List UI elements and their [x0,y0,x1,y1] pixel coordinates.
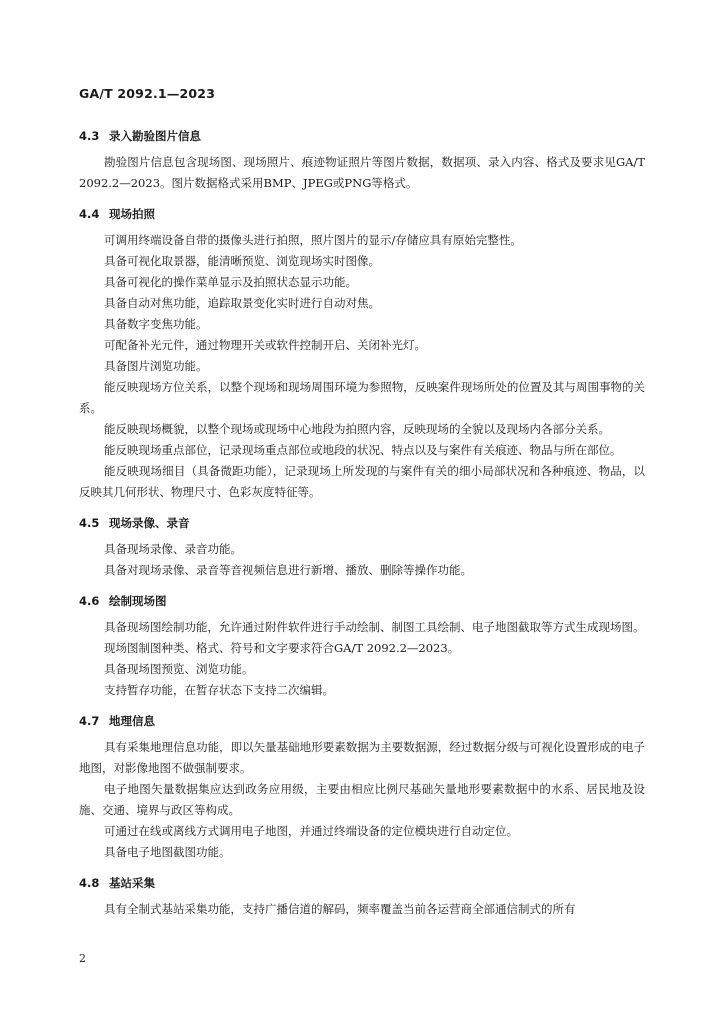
section-heading [79,713,645,729]
section-heading [79,206,645,222]
paragraph: 具备可视化的操作菜单显示及拍照状态显示功能。 [104,275,357,289]
paragraph: 能反映现场概貌，以整个现场或现场中心地段为拍照内容，反映现场的全貌以及现场内各部分关系。 [104,422,610,436]
section-heading [79,875,645,891]
section-body [79,539,645,581]
section-body [79,617,645,701]
section-heading [79,515,645,531]
paragraph: 具备现场图绘制功能，允许通过附件软件进行手动绘制、制图工具绘制、电子地图截取等方式生成现场图。 [104,620,645,634]
section-body [79,152,645,194]
paragraph: 能反映现场重点部位，记录现场重点部位或地段的状况、特点以及与案件有关痕迹、物品与所在部位。 [104,443,622,457]
section-heading [79,128,645,144]
paragraph: 勘验图片信息包含现场图、现场照片、痕迹物证照片等图片数据，数据项、录入内容、格式及要求见GA/T 2092.2—2023。图片数据格式采用BMP、JPEG或PNG等格式。 [79,155,645,190]
paragraph: 具有采集地理信息功能，即以矢量基础地形要素数据为主要数据源，经过数据分级与可视化设置形成的电子地图，对影像地图不做强制要求。 [79,740,645,775]
section-title-text: 录入勘验图片信息 [109,129,201,143]
section-title-text: 现场拍照 [109,207,155,221]
section-4-6 [79,593,645,701]
page-number: 2 [79,952,86,965]
section-number: 4.4 [79,207,100,221]
section-4-7 [79,713,645,863]
section-number: 4.8 [79,876,100,890]
paragraph: 具备可视化取景器，能清晰预览、浏览现场实时图像。 [104,254,380,268]
paragraph: 可调用终端设备自带的摄像头进行拍照，照片图片的显示/存储应具有原始完整性。 [104,233,522,247]
paragraph: 现场图制图种类、格式、符号和文字要求符合GA/T 2092.2—2023。 [104,641,460,655]
paragraph: 可通过在线或离线方式调用电子地图，并通过终端设备的定位模块进行自动定位。 [104,824,518,838]
paragraph: 支持暂存功能，在暂存状态下支持二次编辑。 [104,683,334,697]
section-body [79,899,645,920]
section-4-4 [79,206,645,503]
section-title-text: 绘制现场图 [109,594,167,608]
paragraph: 具备现场图预览、浏览功能。 [104,662,254,676]
section-body [79,230,645,503]
paragraph: 能反映现场方位关系，以整个现场和现场周围环境为参照物，反映案件现场所处的位置及其与周围事物的关系。 [79,380,645,415]
paragraph: 电子地图矢量数据集应达到政务应用级，主要由相应比例尺基础矢量地形要素数据中的水系、居民地及设施、交通、境界与政区等构成。 [79,782,645,817]
document-body [79,128,645,932]
paragraph: 具备自动对焦功能，追踪取景变化实时进行自动对焦。 [104,296,380,310]
paragraph: 具备现场录像、录音功能。 [104,542,242,556]
paragraph: 可配备补光元件，通过物理开关或软件控制开启、关闭补光灯。 [104,338,426,352]
section-4-3 [79,128,645,194]
paragraph: 具有全制式基站采集功能，支持广播信道的解码，频率覆盖当前各运营商全部通信制式的所有 [104,902,576,916]
section-title-text: 现场录像、录音 [109,516,190,530]
paragraph: 具备对现场录像、录音等音视频信息进行新增、播放、删除等操作功能。 [104,563,472,577]
section-4-5 [79,515,645,581]
section-number: 4.3 [79,129,100,143]
section-4-8 [79,875,645,920]
section-number: 4.6 [79,594,100,608]
section-number: 4.7 [79,714,100,728]
section-body [79,737,645,863]
section-heading [79,593,645,609]
section-title-text: 基站采集 [109,876,155,890]
paragraph: 具备数字变焦功能。 [104,317,208,331]
standard-code-header: GA/T 2092.1—2023 [79,86,216,101]
section-number: 4.5 [79,516,100,530]
paragraph: 具备电子地图截图功能。 [104,845,231,859]
paragraph: 能反映现场细目（具备微距功能），记录现场上所发现的与案件有关的细小局部状况和各种痕迹、物品，以反映其几何形状、物理尺寸、色彩灰度特征等。 [79,464,645,499]
paragraph: 具备图片浏览功能。 [104,359,208,373]
section-title-text: 地理信息 [109,714,155,728]
